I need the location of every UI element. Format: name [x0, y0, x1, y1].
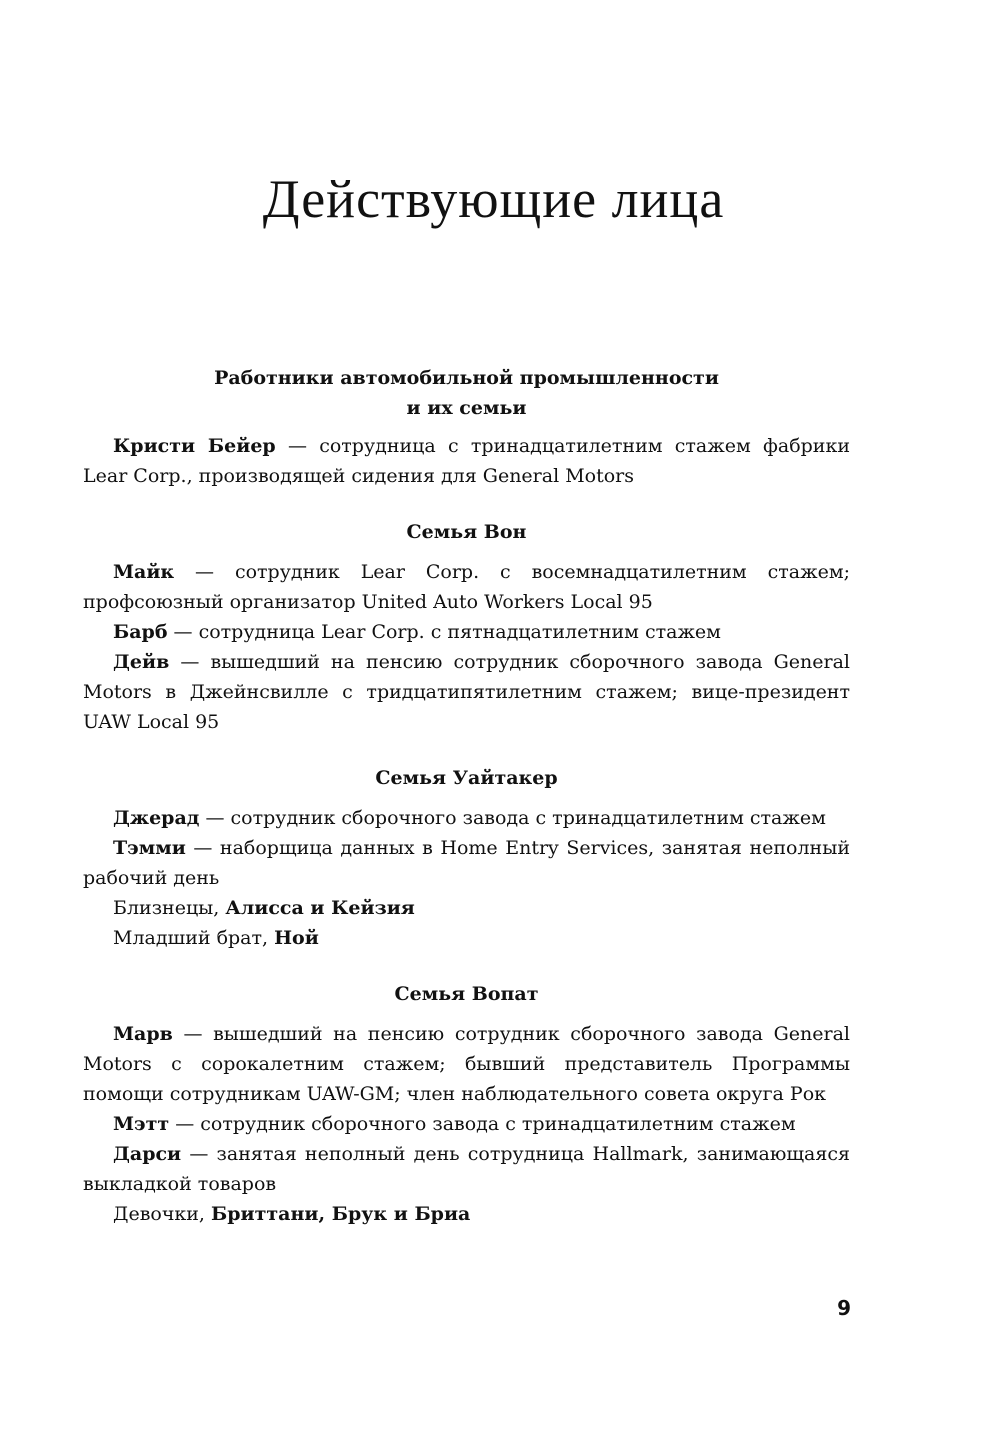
- character-name: Тэмми: [113, 837, 186, 859]
- page-title: Действующие лица: [262, 169, 725, 229]
- cast-entry: [83, 617, 850, 647]
- character-names: Бриттани, Брук и Бриа: [211, 1203, 471, 1225]
- group-prefix: Младший брат,: [113, 927, 275, 949]
- character-description: — наборщица данных в Home Entry Services, занятая неполный рабочий день: [83, 837, 850, 889]
- cast-entry: [83, 557, 850, 617]
- cast-entry: [83, 803, 850, 833]
- character-name: Майк: [113, 561, 175, 583]
- character-name: Мэтт: [113, 1113, 170, 1135]
- character-description: — сотрудница с тринадцатилетним стажем фабрики Lear Corp., производящей сидения для General Motors: [83, 435, 851, 487]
- character-name: Барб: [113, 621, 168, 643]
- character-description: — сотрудник Lear Corp. с восемнадцатилетним стажем; профсоюзный организатор United Auto Workers Local 95: [83, 561, 850, 613]
- character-name: Джерад: [113, 807, 200, 829]
- cast-entry: [83, 431, 850, 491]
- character-name: Марв: [113, 1023, 173, 1045]
- cast-entry: [83, 647, 850, 737]
- character-description: — вышедший на пенсию сотрудник сборочного завода General Motors в Джейнсвилле с тридцатипятилетним стажем; вице-президент UAW Local 95: [83, 651, 850, 733]
- cast-entry: [83, 1019, 850, 1109]
- cast-entry: [83, 1139, 850, 1199]
- group-prefix: Близнецы,: [113, 897, 226, 919]
- cast-entry-group: [83, 923, 850, 953]
- character-description: — занятая неполный день сотрудница Hallmark, занимающаяся выкладкой товаров: [83, 1143, 850, 1195]
- section-heading-von: Семья Вон: [406, 521, 527, 543]
- character-name: Дарси: [113, 1143, 182, 1165]
- character-description: — вышедший на пенсию сотрудник сборочного завода General Motors с сорокалетним стажем; бывший представитель Программы помощи сотрудникам UAW-GM; член наблюдательного совета округа Рок: [83, 1023, 850, 1105]
- character-description: — сотрудница Lear Corp. с пятнадцатилетним стажем: [167, 621, 721, 643]
- character-name: Кристи Бейер: [113, 435, 276, 457]
- character-description: — сотрудник сборочного завода с тринадцатилетним стажем: [169, 1113, 796, 1135]
- section-heading-vopat: Семья Вопат: [394, 983, 539, 1005]
- character-names: Алисса и Кейзия: [225, 897, 415, 919]
- character-names: Ной: [274, 927, 319, 949]
- section-heading-whitaker: Семья Уайтакер: [375, 767, 558, 789]
- cast-entry-group: [83, 1199, 850, 1229]
- cast-entry: [83, 833, 850, 893]
- cast-entry: [83, 1109, 850, 1139]
- cast-entry-group: [83, 893, 850, 923]
- page-number: 9: [837, 1296, 851, 1320]
- section-heading-auto-workers: [83, 363, 850, 423]
- group-prefix: Девочки,: [113, 1203, 212, 1225]
- character-name: Дейв: [113, 651, 170, 673]
- section-heading-line2: и их семьи: [406, 397, 527, 419]
- cast-list: [83, 363, 850, 1229]
- section-heading-line1: Работники автомобильной промышленности: [214, 367, 719, 389]
- character-description: — сотрудник сборочного завода с тринадцатилетним стажем: [199, 807, 826, 829]
